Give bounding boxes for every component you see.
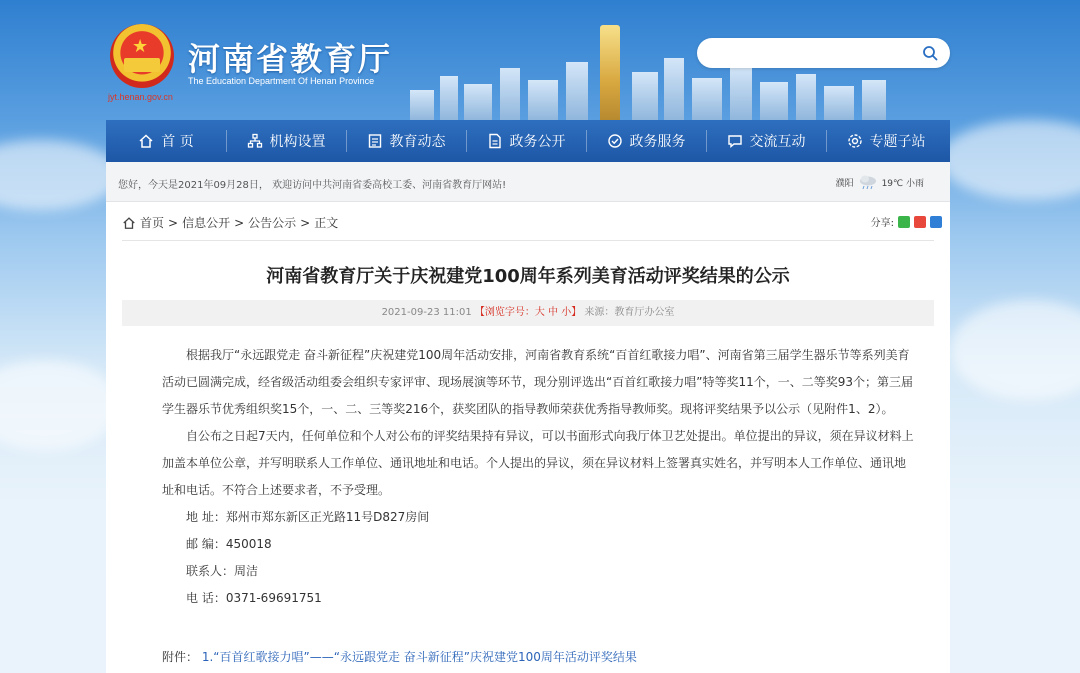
breadcrumb-current: 正文 bbox=[314, 216, 339, 230]
weather-city: 濮阳 bbox=[835, 178, 854, 189]
contact-phone: 电 话：0371-69691751 bbox=[186, 591, 322, 605]
home-icon bbox=[138, 133, 154, 149]
site-title[interactable]: 河南省教育厅 bbox=[188, 40, 393, 78]
wechat-share-icon[interactable] bbox=[898, 216, 910, 228]
cloud-decoration bbox=[940, 120, 1080, 200]
weibo-share-icon[interactable] bbox=[914, 216, 926, 228]
nav-item-label: 交流互动 bbox=[749, 134, 806, 150]
document-icon bbox=[487, 133, 503, 149]
article-date: 2021-09-23 11:01 bbox=[381, 307, 472, 318]
attachment-label: 附件： bbox=[162, 650, 199, 664]
org-icon bbox=[247, 133, 263, 149]
breadcrumb-info-public[interactable]: 信息公开 bbox=[182, 216, 231, 230]
weather-widget bbox=[836, 174, 924, 190]
article-paragraph: 根据我厅“永远跟党走 奋斗新征程”庆祝建党100周年活动安排，河南省教育系统“百首红歌接力唱”、河南省第三届学生器乐节等系列美育活动已圆满完成，经省级活动组委会组织专家评审、现场展演等环节，现分别评选出“百首红歌接力唱”特等奖11个，一、二等奖93个；第三届学生器乐节优秀组织奖15个，一、二、三等奖216个，获奖团队的指导教师荣获优秀指导教师奖。现将评奖结果予以公示（见附件1、2）。 bbox=[162, 348, 913, 416]
qq-share-icon[interactable] bbox=[930, 216, 942, 228]
service-icon bbox=[607, 133, 623, 149]
nav-item-label: 专题子站 bbox=[869, 134, 926, 150]
nav-item-label: 政务公开 bbox=[509, 134, 566, 150]
breadcrumb-separator: > bbox=[300, 215, 311, 230]
weather-temp: 19℃ 小雨 bbox=[881, 178, 924, 189]
nav-item-topics[interactable] bbox=[826, 120, 946, 162]
cloud-decoration bbox=[0, 360, 120, 450]
nav-item-organization[interactable] bbox=[226, 120, 346, 162]
search-icon[interactable] bbox=[922, 45, 938, 61]
nav-item-label: 机构设置 bbox=[269, 134, 326, 150]
nav-item-affairs[interactable] bbox=[466, 120, 586, 162]
nav-item-label: 政务服务 bbox=[629, 134, 686, 150]
divider bbox=[122, 240, 934, 241]
breadcrumb-announcements[interactable]: 公告公示 bbox=[248, 216, 297, 230]
article-source: 来源：教育厅办公室 bbox=[584, 307, 675, 318]
font-size-control[interactable]: 【浏览字号：大 中 小】 bbox=[474, 307, 582, 318]
breadcrumb bbox=[122, 214, 338, 231]
share-label: 分享: bbox=[870, 218, 894, 229]
article-body bbox=[162, 342, 914, 612]
nav-item-services[interactable] bbox=[586, 120, 706, 162]
nav-item-label: 首 页 bbox=[161, 134, 194, 150]
article-paragraph: 自公布之日起7天内，任何单位和个人对公布的评奖结果持有异议，可以书面形式向我厅体卫艺处提出。单位提出的异议，须在异议材料上加盖本单位公章，并写明联系人工作单位、通讯地址和电话。个人提出的异议，须在异议材料上签署真实姓名，并写明本人工作单位、通讯地址和电话。不符合上述要求者，不予受理。 bbox=[162, 429, 914, 497]
share-bar bbox=[871, 214, 942, 229]
nav-item-interaction[interactable] bbox=[706, 120, 826, 162]
home-icon bbox=[122, 216, 136, 230]
cloud-decoration bbox=[0, 140, 120, 210]
cloud-decoration bbox=[950, 300, 1080, 400]
site-subtitle: The Education Department Of Henan Province bbox=[188, 76, 375, 86]
national-emblem-logo: ★ bbox=[110, 24, 174, 88]
attachments bbox=[162, 648, 637, 665]
welcome-bar bbox=[106, 162, 950, 202]
contact-address: 地 址：郑州市郑东新区正光路11号D827房间 bbox=[186, 510, 430, 524]
breadcrumb-separator: > bbox=[234, 215, 245, 230]
news-icon bbox=[367, 133, 383, 149]
rain-cloud-icon bbox=[858, 174, 878, 190]
emblem-url: jyt.henan.gov.cn bbox=[108, 92, 173, 102]
search-box bbox=[697, 38, 950, 68]
main-nav bbox=[106, 120, 950, 162]
nav-item-news[interactable] bbox=[346, 120, 466, 162]
contact-person: 联系人：周洁 bbox=[186, 564, 259, 578]
contact-postcode: 邮 编：450018 bbox=[186, 537, 272, 551]
welcome-text: 您好，今天是2021年09月28日， 欢迎访问中共河南省委高校工委、河南省教育厅网站! bbox=[118, 180, 507, 191]
article-panel bbox=[106, 202, 950, 673]
breadcrumb-home[interactable]: 首页 bbox=[140, 216, 165, 230]
nav-item-home[interactable] bbox=[106, 120, 226, 162]
site-header bbox=[0, 0, 1080, 120]
breadcrumb-separator: > bbox=[168, 215, 179, 230]
attachment-link[interactable]: 1.“百首红歌接力唱”——“永远跟党走 奋斗新征程”庆祝建党100周年活动评奖结果 bbox=[201, 650, 637, 664]
chat-icon bbox=[727, 133, 743, 149]
article-meta bbox=[122, 300, 934, 326]
search-input[interactable] bbox=[711, 44, 911, 62]
nav-item-label: 教育动态 bbox=[389, 134, 446, 150]
settings-icon bbox=[847, 133, 863, 149]
article-title: 河南省教育厅关于庆祝建党100周年系列美育活动评奖结果的公示 bbox=[266, 266, 790, 287]
